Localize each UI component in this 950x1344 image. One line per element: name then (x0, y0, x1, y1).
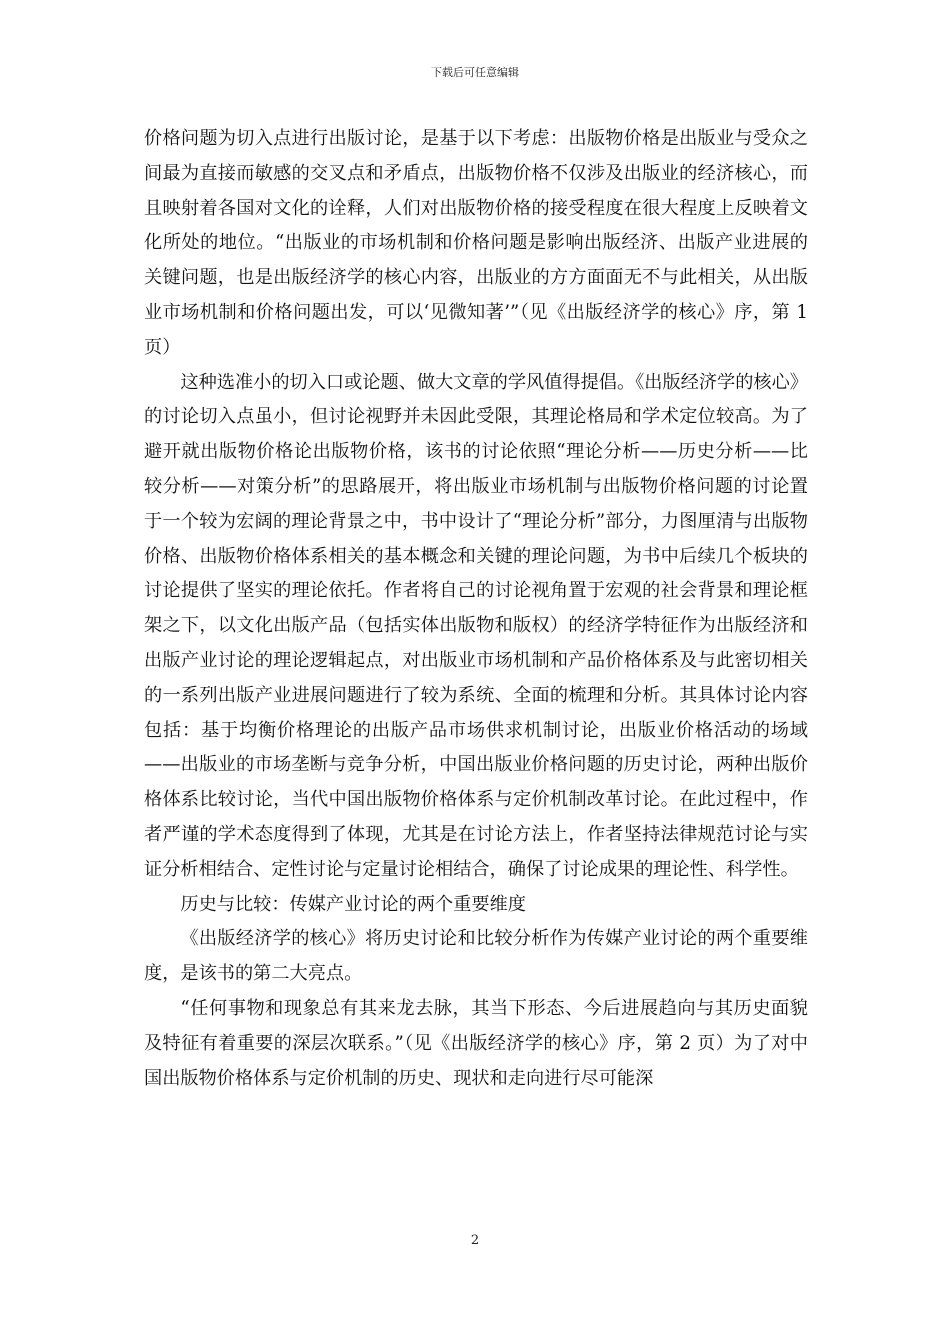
page-number: 2 (470, 1233, 480, 1248)
paragraph-2: 这种选准小的切入口或论题、做大文章的学风值得提倡。《出版经济学的核心》的讨论切入点虽小，但讨论视野并未因此受限，其理论格局和学术定位较高。为了避开就出版物价格论出版物价格，该书的讨论依照“理论分析——历史分析——比较分析——对策分析”的思路展开，将出版业市场机制与出版物价格问题的讨论置于一个较为宏阔的理论背景之中，书中设计了“理论分析”部分，力图厘清与出版物价格、出版物价格体系相关的基本概念和关键的理论问题，为书中后续几个板块的讨论提供了坚实的理论依托。作者将自己的讨论视角置于宏观的社会背景和理论框架之下，以文化出版产品（包括实体出版物和版权）的经济学特征作为出版经济和出版产业讨论的理论逻辑起点，对出版业市场机制和产品价格体系及与此密切相关的一系列出版产业进展问题进行了较为系统、全面的梳理和分析。其具体讨论内容包括：基于均衡价格理论的出版产品市场供求机制讨论，出版业价格活动的场域——出版业的市场垄断与竞争分析，中国出版业价格问题的历史讨论，两种出版价格体系比较讨论，当代中国出版物价格体系与定价机制改革讨论。在此过程中，作者严谨的学术态度得到了体现，尤其是在讨论方法上，作者坚持法律规范讨论与实证分析相结合、定性讨论与定量讨论相结合，确保了讨论成果的理论性、科学性。 (144, 371, 808, 880)
paragraph-4: “任何事物和现象总有其来龙去脉，其当下形态、今后进展趋向与其历史面貌及特征有着重要的深层次联系。”（见《出版经济学的核心》序，第 2 页）为了对中国出版物价格体系与定价机制的历史、现状和走向进行尽可能深 (144, 997, 808, 1089)
paragraph-3: 《出版经济学的核心》将历史讨论和比较分析作为传媒产业讨论的两个重要维度，是该书的第二大亮点。 (144, 928, 808, 985)
section-heading: 历史与比较：传媒产业讨论的两个重要维度 (180, 893, 526, 915)
paragraph-1: 价格问题为切入点进行出版讨论，是基于以下考虑：出版物价格是出版业与受众之间最为直接而敏感的交叉点和矛盾点，出版物价格不仅涉及出版业的经济核心，而且映射着各国对文化的诠释，人们对出版物价格的接受程度在很大程度上反映着文化所处的地位。“出版业的市场机制和价格问题是影响出版经济、出版产业进展的关键问题，也是出版经济学的核心内容，出版业的方方面面无不与此相关，从出版业市场机制和价格问题出发，可以‘见微知著’”（见《出版经济学的核心》序，第 1 页） (144, 128, 808, 358)
page-header: 下载后可任意编辑 (431, 66, 519, 79)
document-body (144, 122, 808, 1096)
